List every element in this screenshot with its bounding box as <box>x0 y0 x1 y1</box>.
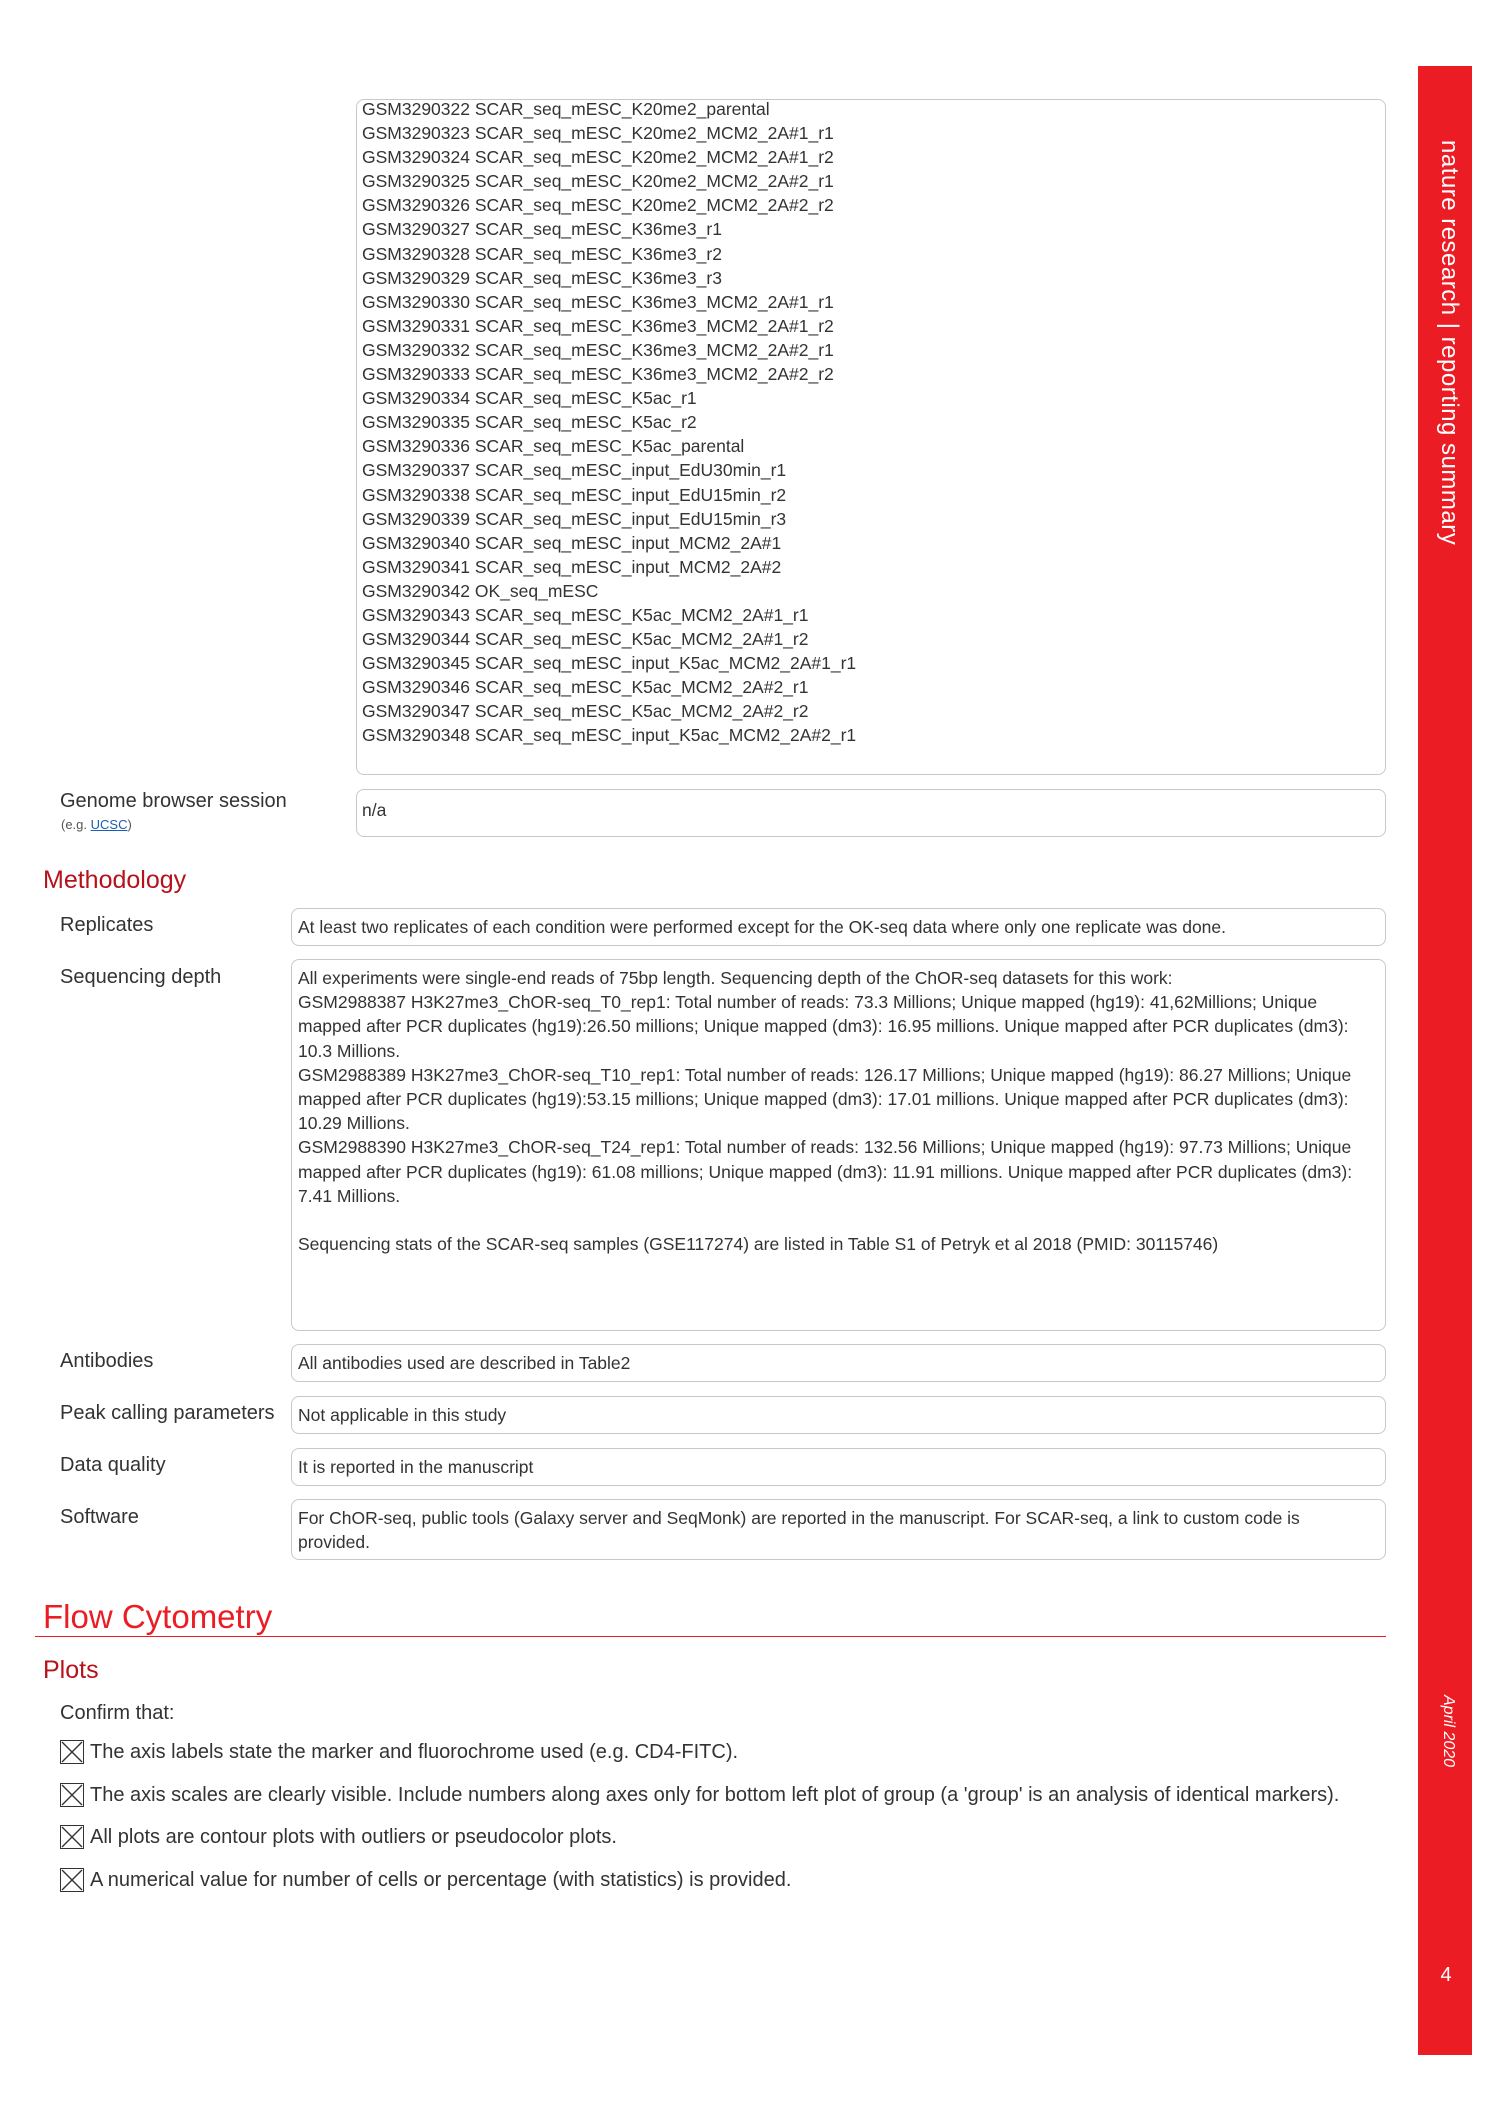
accession-item: GSM3290327 SCAR_seq_mESC_K36me3_r1 <box>362 219 722 240</box>
accession-item: GSM3290338 SCAR_seq_mESC_input_EdU15min_r2 <box>362 484 787 505</box>
checked-box-icon[interactable] <box>60 1740 84 1764</box>
data-quality-label: Data quality <box>60 1454 166 1476</box>
accession-item: GSM3290333 SCAR_seq_mESC_K36me3_MCM2_2A#2_r2 <box>362 364 834 385</box>
flow-cytometry-heading: Flow Cytometry <box>43 1598 273 1635</box>
accession-item: GSM3290331 SCAR_seq_mESC_K36me3_MCM2_2A#1_r2 <box>362 315 834 336</box>
peak-calling-value: Not applicable in this study <box>298 1405 507 1425</box>
accession-item: GSM3290322 SCAR_seq_mESC_K20me2_parental <box>362 99 770 119</box>
software-value: For ChOR-seq, public tools (Galaxy server and SeqMonk) are reported in the manuscript. For SCAR-seq, a link to custom code is provided. <box>298 1508 1300 1553</box>
accession-item: GSM3290324 SCAR_seq_mESC_K20me2_MCM2_2A#1_r2 <box>362 147 834 168</box>
accession-item: GSM3290332 SCAR_seq_mESC_K36me3_MCM2_2A#2_r1 <box>362 339 834 360</box>
accession-item: GSM3290346 SCAR_seq_mESC_K5ac_MCM2_2A#2_r1 <box>362 677 809 698</box>
confirm-label: Confirm that: <box>60 1702 175 1724</box>
check-label: The axis scales are clearly visible. Include numbers along axes only for bottom left plot of group (a 'group' is an analysis of identical markers). <box>90 1783 1340 1806</box>
seq-depth-scar: Sequencing stats of the SCAR-seq samples (GSE117274) are listed in Table S1 of Petryk et al 2018 (PMID: 30115746) <box>298 1234 1219 1255</box>
issue-date: April 2020 <box>1440 1695 1457 1768</box>
genome-browser-field[interactable] <box>356 789 1386 837</box>
accession-item: GSM3290337 SCAR_seq_mESC_input_EdU30min_r1 <box>362 460 787 481</box>
antibodies-value: All antibodies used are described in Table2 <box>298 1353 631 1373</box>
accession-item: GSM3290336 SCAR_seq_mESC_K5ac_parental <box>362 436 745 457</box>
checked-box-icon[interactable] <box>60 1825 84 1849</box>
seq-depth-intro: All experiments were single-end reads of 75bp length. Sequencing depth of the ChOR-seq datasets for this work: <box>298 968 1173 988</box>
data-quality-value: It is reported in the manuscript <box>298 1457 534 1477</box>
software-label: Software <box>60 1506 139 1528</box>
accession-item: GSM3290348 SCAR_seq_mESC_input_K5ac_MCM2_2A#2_r1 <box>362 725 857 746</box>
seq-depth-t0: GSM2988387 H3K27me3_ChOR-seq_T0_rep1: Total number of reads: 73.3 Millions; Unique mapped (hg19): 41,62Millions; Unique mapped after PCR duplicates (hg19):26.50 millions; Unique mapped (dm3): 16.95 millions. Unique mapped after PCR duplicates (dm3): 10.3 Millions. <box>298 992 1349 1061</box>
accession-item: GSM3290329 SCAR_seq_mESC_K36me3_r3 <box>362 267 722 288</box>
accession-item: GSM3290347 SCAR_seq_mESC_K5ac_MCM2_2A#2_r2 <box>362 701 809 722</box>
section-rule <box>35 1636 1386 1637</box>
replicates-value: At least two replicates of each condition were performed except for the OK-seq data where only one replicate was done. <box>298 917 1227 937</box>
page-number: 4 <box>1440 1964 1452 1986</box>
seq-depth-t24: GSM2988390 H3K27me3_ChOR-seq_T24_rep1: Total number of reads: 132.56 Millions; Unique mapped (hg19): 97.73 Millions; Unique mapped after PCR duplicates (hg19): 61.08 millions; Unique mapped (dm3): 11.91 millions. Unique mapped after PCR duplicates (dm3): 7.41 Millions. <box>298 1137 1353 1206</box>
sequencing-depth-text <box>298 966 1370 1256</box>
accession-item: GSM3290344 SCAR_seq_mESC_K5ac_MCM2_2A#1_r2 <box>362 629 809 650</box>
genome-browser-value: n/a <box>362 800 387 820</box>
accession-item: GSM3290335 SCAR_seq_mESC_K5ac_r2 <box>362 412 697 433</box>
genome-browser-hint <box>61 817 132 832</box>
accession-item: GSM3290345 SCAR_seq_mESC_input_K5ac_MCM2_2A#1_r1 <box>362 653 857 674</box>
check-label: A numerical value for number of cells or percentage (with statistics) is provided. <box>90 1868 792 1891</box>
accession-item: GSM3290343 SCAR_seq_mESC_K5ac_MCM2_2A#1_r1 <box>362 604 809 625</box>
accession-item: GSM3290330 SCAR_seq_mESC_K36me3_MCM2_2A#1_r1 <box>362 291 834 312</box>
hint-prefix: (e.g. <box>61 817 91 832</box>
methodology-heading: Methodology <box>43 866 187 894</box>
seq-depth-t10: GSM2988389 H3K27me3_ChOR-seq_T10_rep1: Total number of reads: 126.17 Millions; Unique mapped (hg19): 86.27 Millions; Unique mapped after PCR duplicates (hg19):53.15 millions; Unique mapped (dm3): 17.01 millions. Unique mapped after PCR duplicates (dm3): 10.29 Millions. <box>298 1064 1352 1134</box>
checkbox-row[interactable] <box>60 1738 738 1766</box>
ucsc-link[interactable]: UCSC <box>90 817 128 832</box>
check-label: The axis labels state the marker and fluorochrome used (e.g. CD4-FITC). <box>90 1740 739 1763</box>
check-label: All plots are contour plots with outliers or pseudocolor plots. <box>90 1825 617 1848</box>
checked-box-icon[interactable] <box>60 1783 84 1807</box>
accession-item: GSM3290342 OK_seq_mESC <box>362 580 599 601</box>
hint-suffix: ) <box>127 817 132 832</box>
genome-browser-label: Genome browser session <box>60 790 287 812</box>
journal-title: nature research | reporting summary <box>1436 140 1463 546</box>
accession-list <box>362 97 1262 748</box>
accession-item: GSM3290341 SCAR_seq_mESC_input_MCM2_2A#2 <box>362 556 782 577</box>
checkbox-row[interactable] <box>60 1866 791 1894</box>
checkbox-row[interactable] <box>60 1823 617 1851</box>
checkbox-row[interactable] <box>60 1781 1339 1809</box>
sequencing-depth-label: Sequencing depth <box>60 966 222 988</box>
accession-item: GSM3290334 SCAR_seq_mESC_K5ac_r1 <box>362 388 697 409</box>
plots-heading: Plots <box>43 1656 99 1684</box>
accession-item: GSM3290339 SCAR_seq_mESC_input_EdU15min_r3 <box>362 508 787 529</box>
checked-box-icon[interactable] <box>60 1868 84 1892</box>
antibodies-label: Antibodies <box>60 1350 154 1372</box>
accession-item: GSM3290323 SCAR_seq_mESC_K20me2_MCM2_2A#1_r1 <box>362 123 834 144</box>
accession-item: GSM3290340 SCAR_seq_mESC_input_MCM2_2A#1 <box>362 532 782 553</box>
peak-calling-label: Peak calling parameters <box>60 1402 275 1424</box>
replicates-label: Replicates <box>60 914 154 936</box>
accession-item: GSM3290326 SCAR_seq_mESC_K20me2_MCM2_2A#2_r2 <box>362 195 834 216</box>
accession-item: GSM3290328 SCAR_seq_mESC_K36me3_r2 <box>362 243 722 264</box>
accession-item: GSM3290325 SCAR_seq_mESC_K20me2_MCM2_2A#2_r1 <box>362 171 834 192</box>
